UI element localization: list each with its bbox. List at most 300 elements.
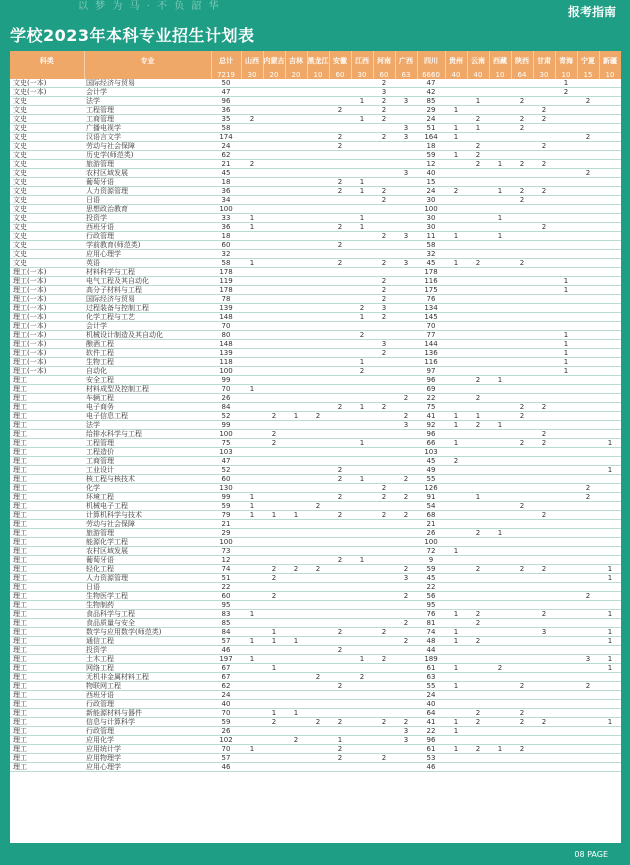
cell-count — [577, 115, 599, 124]
cell-count — [511, 277, 533, 286]
cell-count: 91 — [417, 493, 445, 502]
cell-count — [467, 106, 489, 115]
cell-category: 理工 — [10, 754, 84, 763]
cell-count — [533, 637, 555, 646]
cell-count — [285, 169, 307, 178]
cell-count — [467, 727, 489, 736]
cell-count — [511, 637, 533, 646]
table-row — [10, 439, 621, 448]
cell-count — [511, 511, 533, 520]
cell-major: 日语 — [84, 583, 211, 592]
cell-count — [307, 727, 329, 736]
cell-count — [263, 547, 285, 556]
cell-count — [263, 124, 285, 133]
cell-count — [467, 367, 489, 376]
cell-count: 67 — [211, 664, 241, 673]
cell-category: 理工 — [10, 619, 84, 628]
cell-count — [285, 457, 307, 466]
cell-count — [263, 286, 285, 295]
cell-count — [241, 421, 263, 430]
cell-count: 2 — [263, 412, 285, 421]
cell-category: 文史 — [10, 97, 84, 106]
table-row — [10, 394, 621, 403]
cell-count — [395, 151, 417, 160]
cell-count — [467, 520, 489, 529]
cell-count — [445, 340, 467, 349]
cell-count: 1 — [351, 187, 373, 196]
cell-count: 2 — [351, 304, 373, 313]
cell-category: 理工 — [10, 511, 84, 520]
cell-category: 理工 — [10, 583, 84, 592]
cell-major: 工程管理 — [84, 106, 211, 115]
cell-major: 食品质量与安全 — [84, 619, 211, 628]
cell-count — [285, 664, 307, 673]
cell-category: 理工(一本) — [10, 304, 84, 313]
cell-count: 2 — [511, 115, 533, 124]
cell-count: 99 — [211, 376, 241, 385]
table-row — [10, 295, 621, 304]
cell-count: 70 — [211, 385, 241, 394]
header-province: 江西 — [351, 51, 373, 71]
cell-major: 历史学(师范类) — [84, 151, 211, 160]
cell-count — [533, 133, 555, 142]
table-row — [10, 151, 621, 160]
cell-count — [445, 304, 467, 313]
plan-sheet — [10, 51, 621, 843]
cell-count — [351, 601, 373, 610]
cell-count: 2 — [373, 295, 395, 304]
cell-category: 理工 — [10, 646, 84, 655]
cell-count — [599, 97, 621, 106]
cell-count — [489, 466, 511, 475]
cell-count — [351, 160, 373, 169]
cell-count: 3 — [395, 97, 417, 106]
cell-count — [511, 340, 533, 349]
cell-count — [329, 412, 351, 421]
cell-count — [241, 556, 263, 565]
header-total: 20 — [263, 71, 285, 79]
cell-major: 思想政治教育 — [84, 205, 211, 214]
cell-count: 51 — [211, 574, 241, 583]
cell-count — [467, 214, 489, 223]
cell-count — [555, 124, 577, 133]
cell-count: 2 — [467, 394, 489, 403]
cell-count — [263, 313, 285, 322]
cell-count — [329, 484, 351, 493]
cell-count: 2 — [467, 529, 489, 538]
cell-count — [467, 592, 489, 601]
cell-count — [285, 448, 307, 457]
cell-count: 148 — [211, 340, 241, 349]
cell-count — [445, 655, 467, 664]
cell-count: 1 — [285, 511, 307, 520]
cell-count — [599, 457, 621, 466]
cell-count — [467, 439, 489, 448]
cell-count: 2 — [329, 556, 351, 565]
cell-count: 1 — [467, 124, 489, 133]
cell-count — [373, 520, 395, 529]
cell-count — [285, 394, 307, 403]
cell-count — [263, 349, 285, 358]
cell-count — [351, 421, 373, 430]
cell-count — [555, 421, 577, 430]
cell-category: 理工 — [10, 673, 84, 682]
cell-count — [445, 673, 467, 682]
cell-count — [599, 448, 621, 457]
cell-category: 理工 — [10, 655, 84, 664]
cell-count — [445, 448, 467, 457]
cell-count — [351, 727, 373, 736]
cell-count — [555, 313, 577, 322]
cell-count — [489, 538, 511, 547]
cell-count: 2 — [329, 142, 351, 151]
cell-count: 1 — [241, 214, 263, 223]
cell-count: 189 — [417, 655, 445, 664]
cell-count — [351, 574, 373, 583]
cell-count — [599, 601, 621, 610]
cell-category: 理工 — [10, 763, 84, 772]
cell-count — [533, 295, 555, 304]
cell-count: 144 — [417, 340, 445, 349]
cell-count — [555, 502, 577, 511]
cell-count — [467, 700, 489, 709]
cell-count: 1 — [555, 79, 577, 88]
cell-count: 2 — [351, 673, 373, 682]
cell-count — [577, 106, 599, 115]
cell-count — [351, 691, 373, 700]
cell-count — [489, 430, 511, 439]
cell-count — [263, 133, 285, 142]
cell-count — [395, 88, 417, 97]
cell-count: 80 — [211, 331, 241, 340]
cell-count — [533, 547, 555, 556]
cell-count — [511, 484, 533, 493]
cell-count — [373, 529, 395, 538]
cell-count — [489, 754, 511, 763]
table-row — [10, 691, 621, 700]
cell-count: 2 — [467, 565, 489, 574]
cell-count: 1 — [555, 367, 577, 376]
cell-count: 30 — [417, 223, 445, 232]
cell-count — [329, 709, 351, 718]
cell-count — [445, 313, 467, 322]
cell-count: 52 — [211, 412, 241, 421]
cell-count: 1 — [445, 259, 467, 268]
cell-count — [489, 169, 511, 178]
cell-count — [395, 466, 417, 475]
cell-count: 36 — [211, 187, 241, 196]
table-row — [10, 601, 621, 610]
cell-count: 73 — [211, 547, 241, 556]
cell-count — [599, 322, 621, 331]
cell-count — [373, 223, 395, 232]
cell-count: 59 — [211, 718, 241, 727]
cell-count: 2 — [533, 187, 555, 196]
cell-count — [577, 376, 599, 385]
cell-count — [511, 178, 533, 187]
cell-count — [373, 736, 395, 745]
cell-major: 化学工程与工艺 — [84, 313, 211, 322]
cell-count — [599, 493, 621, 502]
cell-count — [489, 502, 511, 511]
cell-count — [307, 367, 329, 376]
cell-count — [467, 178, 489, 187]
cell-count — [329, 691, 351, 700]
cell-count — [285, 304, 307, 313]
cell-count — [241, 412, 263, 421]
cell-count — [307, 295, 329, 304]
cell-count: 1 — [263, 628, 285, 637]
cell-count: 2 — [467, 619, 489, 628]
cell-count — [307, 205, 329, 214]
cell-count — [373, 250, 395, 259]
cell-count — [307, 268, 329, 277]
cell-count — [285, 601, 307, 610]
cell-count — [285, 322, 307, 331]
cell-major: 应用心理学 — [84, 763, 211, 772]
cell-count — [489, 439, 511, 448]
cell-category: 理工 — [10, 376, 84, 385]
cell-major: 旅游管理 — [84, 529, 211, 538]
cell-count: 2 — [533, 565, 555, 574]
cell-count: 2 — [511, 196, 533, 205]
cell-count: 2 — [373, 655, 395, 664]
cell-count: 1 — [351, 115, 373, 124]
cell-major: 过程装备与控制工程 — [84, 304, 211, 313]
cell-count — [511, 394, 533, 403]
cell-count — [511, 727, 533, 736]
cell-major: 环境工程 — [84, 493, 211, 502]
cell-count — [533, 358, 555, 367]
cell-count — [489, 547, 511, 556]
cell-count — [307, 223, 329, 232]
header-province: 新疆 — [599, 51, 621, 71]
cell-count: 2 — [351, 367, 373, 376]
cell-count — [555, 763, 577, 772]
cell-count: 2 — [373, 493, 395, 502]
cell-count: 2 — [533, 115, 555, 124]
cell-count — [285, 493, 307, 502]
cell-count — [445, 529, 467, 538]
cell-count — [241, 268, 263, 277]
cell-count — [555, 547, 577, 556]
cell-count: 2 — [329, 106, 351, 115]
cell-category: 理工 — [10, 664, 84, 673]
cell-count: 2 — [373, 286, 395, 295]
cell-category: 文史(一本) — [10, 88, 84, 97]
cell-count — [577, 79, 599, 88]
cell-count: 46 — [211, 646, 241, 655]
cell-count — [373, 583, 395, 592]
table-row — [10, 502, 621, 511]
cell-count — [307, 160, 329, 169]
table-row — [10, 475, 621, 484]
cell-count — [489, 124, 511, 133]
cell-count — [511, 583, 533, 592]
cell-count — [263, 160, 285, 169]
cell-count — [489, 700, 511, 709]
cell-count — [351, 151, 373, 160]
cell-count — [307, 277, 329, 286]
cell-count — [395, 349, 417, 358]
cell-count: 1 — [555, 286, 577, 295]
cell-count — [445, 493, 467, 502]
cell-count — [395, 403, 417, 412]
cell-count — [373, 727, 395, 736]
cell-count — [373, 691, 395, 700]
cell-count — [263, 493, 285, 502]
cell-count — [285, 583, 307, 592]
cell-count — [285, 763, 307, 772]
cell-count — [599, 682, 621, 691]
table-row — [10, 133, 621, 142]
cell-count — [511, 214, 533, 223]
cell-category: 理工 — [10, 439, 84, 448]
cell-count — [577, 538, 599, 547]
cell-count — [263, 295, 285, 304]
cell-count — [467, 601, 489, 610]
cell-count — [599, 412, 621, 421]
cell-count — [307, 286, 329, 295]
cell-count — [285, 142, 307, 151]
cell-count — [285, 484, 307, 493]
cell-count — [395, 601, 417, 610]
cell-count — [511, 601, 533, 610]
table-row — [10, 484, 621, 493]
cell-count — [511, 646, 533, 655]
cell-count — [489, 673, 511, 682]
cell-count — [599, 385, 621, 394]
cell-count: 1 — [351, 439, 373, 448]
cell-count — [511, 133, 533, 142]
cell-count — [263, 700, 285, 709]
cell-count — [445, 565, 467, 574]
table-row — [10, 349, 621, 358]
cell-count — [395, 700, 417, 709]
cell-count: 59 — [417, 151, 445, 160]
cell-count — [285, 151, 307, 160]
cell-count: 2 — [329, 187, 351, 196]
cell-count: 24 — [417, 691, 445, 700]
cell-count — [241, 250, 263, 259]
header-province: 河南 — [373, 51, 395, 71]
cell-count: 2 — [241, 160, 263, 169]
cell-count — [577, 511, 599, 520]
cell-count: 76 — [417, 610, 445, 619]
cell-count — [329, 88, 351, 97]
cell-count — [511, 331, 533, 340]
cell-category: 理工 — [10, 709, 84, 718]
cell-count: 1 — [285, 412, 307, 421]
cell-count — [241, 106, 263, 115]
cell-count — [445, 700, 467, 709]
cell-count — [351, 268, 373, 277]
cell-count — [555, 385, 577, 394]
cell-count — [599, 205, 621, 214]
cell-count — [373, 421, 395, 430]
cell-count: 2 — [373, 232, 395, 241]
cell-count — [445, 691, 467, 700]
cell-count: 40 — [211, 700, 241, 709]
cell-count: 2 — [329, 646, 351, 655]
cell-count — [511, 268, 533, 277]
cell-count — [351, 241, 373, 250]
table-row — [10, 529, 621, 538]
cell-count — [489, 259, 511, 268]
cell-count — [307, 322, 329, 331]
cell-count: 2 — [329, 241, 351, 250]
cell-count — [307, 403, 329, 412]
cell-count: 3 — [533, 628, 555, 637]
cell-count — [263, 205, 285, 214]
cell-count: 3 — [395, 421, 417, 430]
cell-count — [241, 691, 263, 700]
cell-count — [263, 529, 285, 538]
cell-count: 1 — [599, 655, 621, 664]
cell-count — [285, 529, 307, 538]
cell-count — [467, 250, 489, 259]
cell-major: 应用物理学 — [84, 754, 211, 763]
cell-count: 3 — [373, 88, 395, 97]
cell-count — [241, 709, 263, 718]
header-total: 30 — [241, 71, 263, 79]
cell-count — [329, 232, 351, 241]
table-row — [10, 214, 621, 223]
cell-count — [329, 520, 351, 529]
cell-count — [285, 466, 307, 475]
cell-count — [599, 727, 621, 736]
cell-count — [599, 484, 621, 493]
cell-count — [395, 655, 417, 664]
cell-count: 84 — [211, 403, 241, 412]
cell-count: 2 — [263, 592, 285, 601]
cell-count — [329, 655, 351, 664]
cell-count: 2 — [329, 403, 351, 412]
cell-category: 理工 — [10, 484, 84, 493]
cell-count: 49 — [417, 466, 445, 475]
cell-count: 55 — [417, 682, 445, 691]
cell-count — [555, 529, 577, 538]
cell-count — [351, 457, 373, 466]
cell-count — [467, 385, 489, 394]
cell-count: 148 — [211, 313, 241, 322]
cell-count — [285, 133, 307, 142]
cell-count — [577, 223, 599, 232]
cell-count: 22 — [417, 394, 445, 403]
cell-count — [533, 673, 555, 682]
cell-count — [555, 610, 577, 619]
cell-count — [307, 151, 329, 160]
cell-count — [489, 691, 511, 700]
cell-count — [351, 682, 373, 691]
cell-count: 1 — [489, 376, 511, 385]
cell-count — [533, 412, 555, 421]
cell-count — [373, 682, 395, 691]
cell-count — [577, 403, 599, 412]
cell-count — [285, 97, 307, 106]
cell-count — [395, 295, 417, 304]
cell-count — [329, 502, 351, 511]
cell-count: 2 — [467, 610, 489, 619]
cell-count: 78 — [211, 295, 241, 304]
cell-count — [533, 745, 555, 754]
cell-count — [599, 691, 621, 700]
cell-count — [241, 718, 263, 727]
cell-count: 130 — [211, 484, 241, 493]
cell-count — [351, 205, 373, 214]
cell-count — [395, 115, 417, 124]
cell-count — [241, 574, 263, 583]
